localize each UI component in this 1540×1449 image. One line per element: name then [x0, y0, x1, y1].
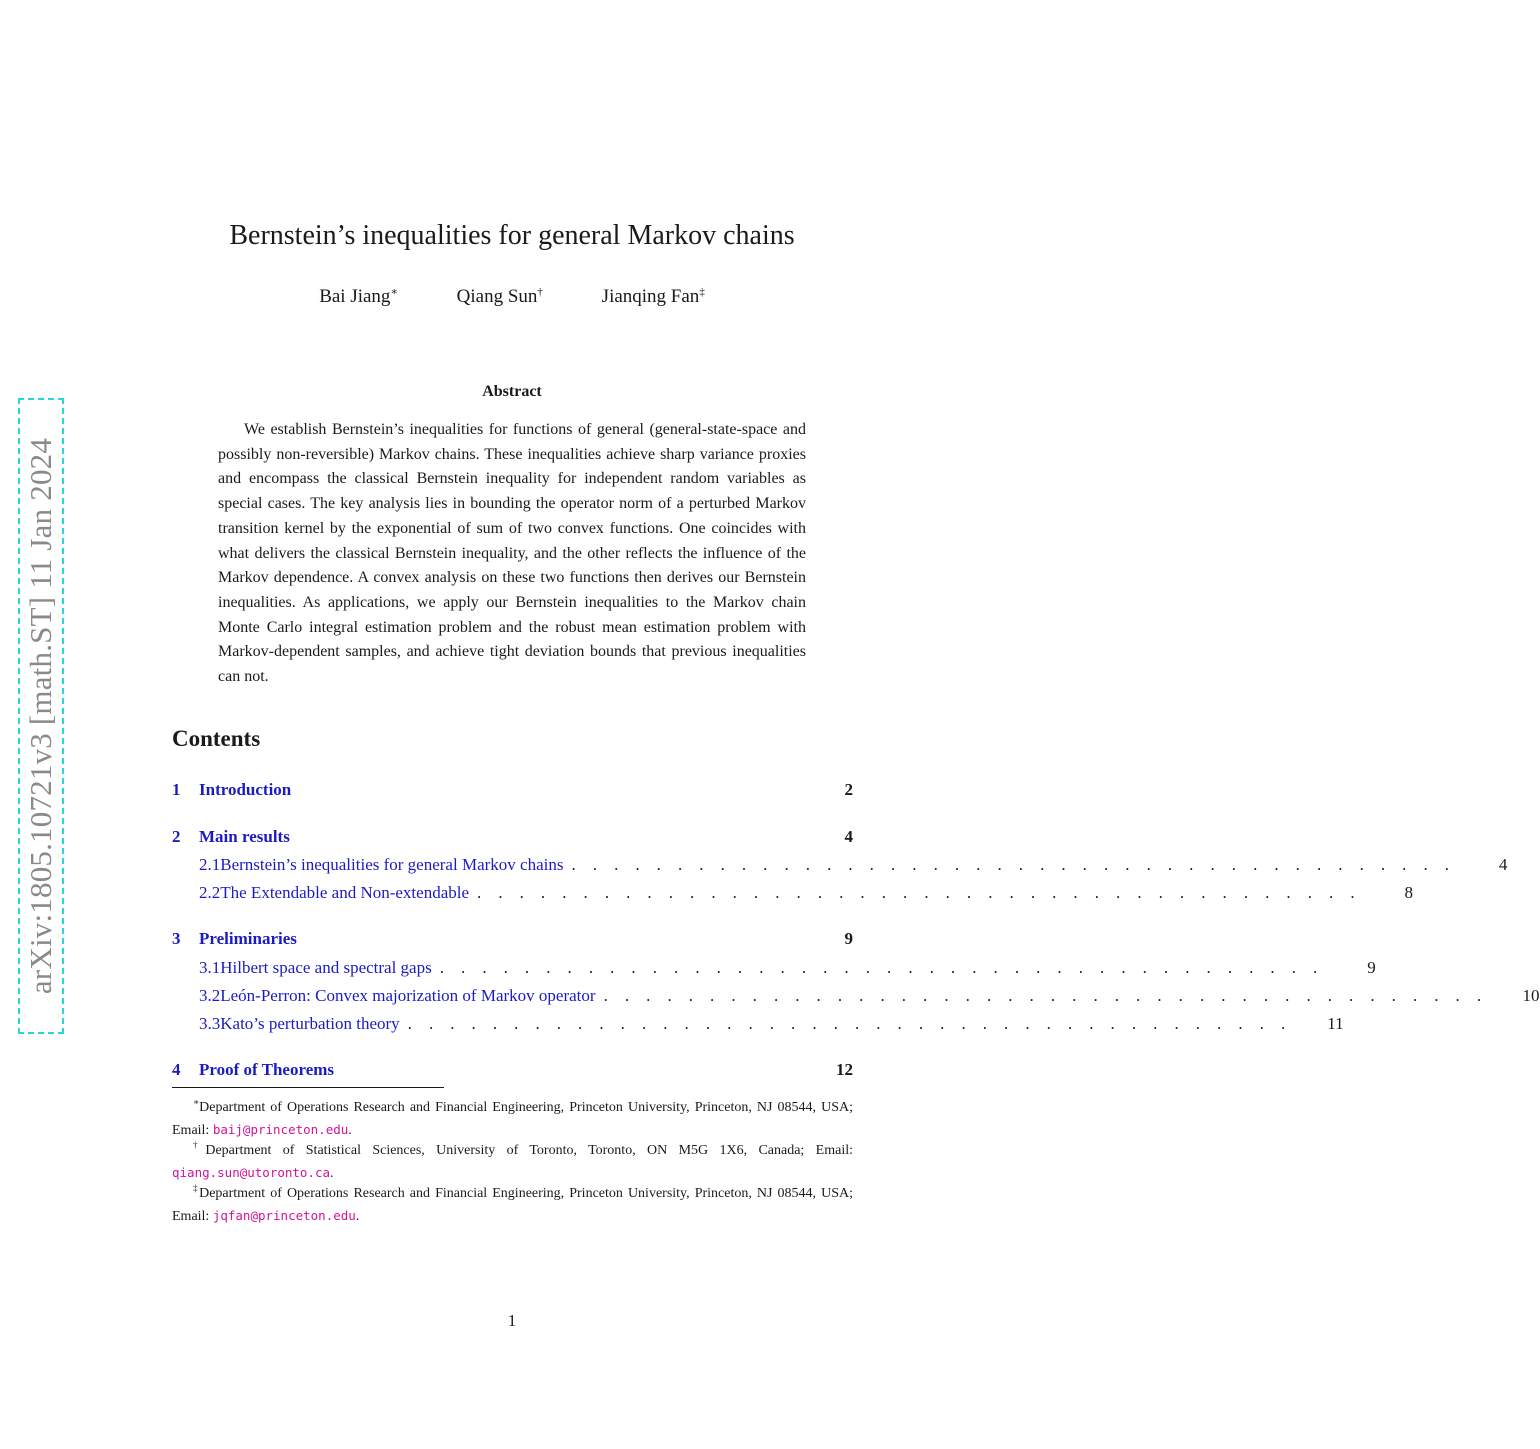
toc-subsection-2-1[interactable] — [199, 855, 1508, 875]
toc-subsection-3-2[interactable] — [199, 986, 1540, 1006]
footnote-mark: ‡ — [193, 1183, 200, 1193]
toc-page: 4 — [844, 827, 853, 846]
toc-page: 4 — [1498, 855, 1508, 874]
footnote-text: Department of Statistical Sciences, University of Toronto, Toronto, ON M5G 1X6, Canada; Email: — [205, 1143, 853, 1158]
footnote-mark: ∗ — [193, 1097, 200, 1107]
toc-page: 2 — [844, 780, 853, 799]
abstract-body: We establish Bernstein’s inequalities for functions of general (general-state-space and possibly non-reversible) Markov chains. These inequalities achieve sharp variance proxies and encompass the classical Bernstein inequality for independent random variables as special cases. The key analysis lies in bounding the operator norm of a perturbed Markov transition kernel by the exponential of sum of two convex functions. One coincides with what delivers the classical Bernstein inequality, and the other reflects the influence of the Markov dependence. A convex analysis on these two functions then derives our Bernstein inequalities. As applications, we apply our Bernstein inequalities to the Markov chain Monte Carlo integral estimation problem and the robust mean estimation problem with Markov-dependent samples, and achieve tight deviation bounds that previous inequalities can not. — [218, 421, 806, 686]
author-name: Qiang Sun — [456, 286, 538, 307]
email-link[interactable]: jqfan@princeton.edu — [212, 1207, 356, 1223]
footnote-text: Department of Operations Research and Financial Engineering, Princeton University, Princeton, NJ 08544, USA; Email: — [172, 1100, 853, 1138]
arxiv-id[interactable]: arXiv:1805.10721v3 [math.ST] 11 Jan 2024 — [23, 437, 58, 995]
toc-page: 12 — [836, 1060, 853, 1079]
toc-section-preliminaries[interactable] — [172, 929, 853, 949]
toc-number: 3 — [172, 929, 181, 948]
author-2 — [457, 286, 543, 308]
author-footnote-mark[interactable]: ∗ — [390, 286, 398, 298]
toc-label: Hilbert space and spectral gaps — [220, 958, 432, 977]
toc-subsection-2-2[interactable] — [199, 883, 1413, 903]
footnote-end: . — [348, 1122, 352, 1138]
toc-page: 11 — [1327, 1014, 1344, 1033]
toc-leader-dots: . . . . . . . . . . . . . . . . . . . . . . . . . . . . . . . . . . . . . . . . . . — [603, 986, 1488, 1005]
toc-page: 10 — [1522, 986, 1540, 1005]
author-name: Jianqing Fan — [601, 286, 700, 307]
footnote-2 — [172, 1135, 853, 1184]
footnote-mark: † — [193, 1140, 206, 1150]
contents-heading: Contents — [172, 726, 261, 751]
toc-page: 8 — [1404, 883, 1413, 902]
author-footnote-mark[interactable]: † — [537, 286, 543, 298]
toc-leader-dots: . . . . . . . . . . . . . . . . . . . . . . . . . . . . . . . . . . . . . . . . . . — [439, 958, 1324, 977]
toc-subsection-3-3[interactable] — [199, 1014, 1344, 1034]
footnote-3 — [172, 1178, 853, 1227]
toc-subsection-3-1[interactable] — [199, 958, 1376, 978]
toc-label: The Extendable and Non-extendable — [220, 883, 470, 902]
toc-label: Kato’s perturbation theory — [220, 1014, 400, 1033]
toc-number: 4 — [172, 1060, 181, 1079]
toc-page: 9 — [844, 929, 853, 948]
paper-title: Bernstein’s inequalities for general Markov chains — [229, 220, 795, 251]
toc-label: León-Perron: Convex majorization of Markov operator — [220, 986, 596, 1005]
toc-leader-dots: . . . . . . . . . . . . . . . . . . . . . . . . . . . . . . . . . . . . . . . . . . — [407, 1014, 1292, 1033]
author-list — [0, 285, 1024, 308]
toc-number: 2 — [172, 827, 181, 846]
email-link[interactable]: qiang.sun@utoronto.ca — [172, 1164, 331, 1180]
toc-label: Introduction — [199, 780, 292, 799]
arxiv-stamp[interactable] — [18, 398, 64, 1034]
author-name: Bai Jiang — [319, 286, 391, 307]
toc-number: 1 — [172, 780, 181, 799]
toc-number: 2.2 — [199, 883, 221, 902]
toc-number: 3.3 — [199, 1014, 221, 1033]
page-number: 1 — [507, 1311, 517, 1330]
toc-label: Main results — [199, 827, 290, 846]
toc-label: Preliminaries — [199, 929, 297, 948]
author-1 — [319, 285, 398, 308]
toc-section-main-results[interactable] — [172, 827, 853, 847]
footnote-text: Department of Operations Research and Financial Engineering, Princeton University, Princeton, NJ 08544, USA; Email: — [172, 1186, 854, 1224]
footnote-rule — [172, 1087, 444, 1088]
toc-label: Proof of Theorems — [199, 1060, 335, 1079]
email-link[interactable]: baij@princeton.edu — [212, 1121, 349, 1137]
toc-leader-dots: . . . . . . . . . . . . . . . . . . . . . . . . . . . . . . . . . . . . . . . . . . — [477, 883, 1361, 902]
author-3 — [602, 286, 705, 308]
toc-number: 3.1 — [199, 958, 221, 977]
toc-number: 2.1 — [199, 855, 221, 874]
footnote-1 — [172, 1092, 853, 1141]
toc-number: 3.2 — [199, 986, 221, 1005]
footnote-end: . — [355, 1208, 360, 1224]
author-footnote-mark[interactable]: ‡ — [699, 286, 705, 298]
toc-section-proof-of-theorems[interactable] — [172, 1060, 853, 1080]
toc-leader-dots: . . . . . . . . . . . . . . . . . . . . . . . . . . . . . . . . . . . . . . . . . . — [571, 855, 1456, 874]
toc-section-introduction[interactable] — [172, 780, 853, 800]
footnote-end: . — [330, 1165, 334, 1181]
toc-page: 9 — [1367, 958, 1376, 977]
toc-label: Bernstein’s inequalities for general Markov chains — [220, 855, 564, 874]
abstract-heading: Abstract — [482, 383, 542, 400]
